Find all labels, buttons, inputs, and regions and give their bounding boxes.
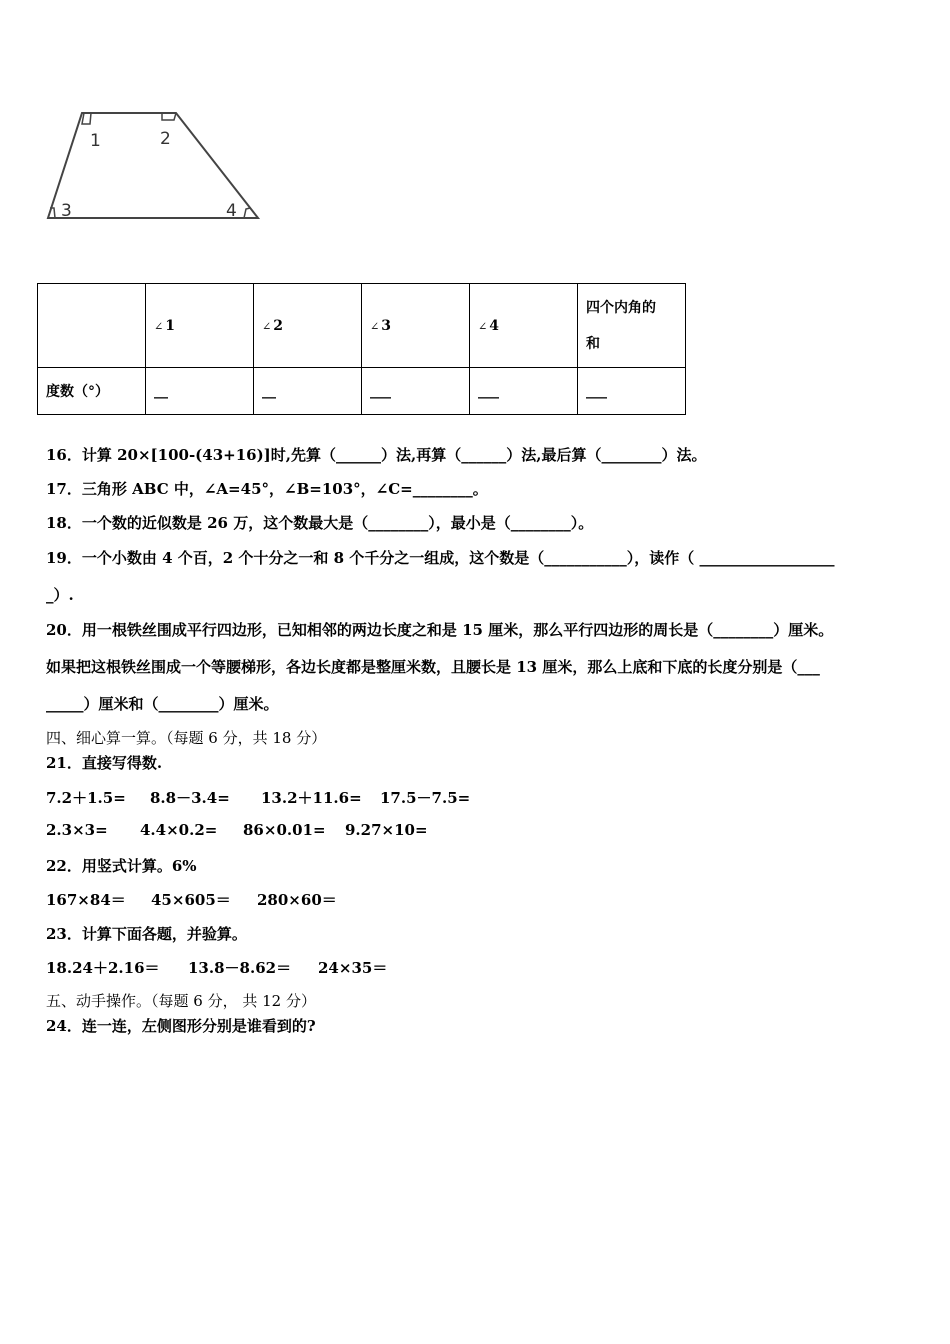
question-23-title: 23．计算下面各题，并验算。 — [46, 925, 247, 943]
trapezoid-diagram — [44, 104, 266, 228]
header-angle-4: ∠ 4 — [470, 284, 578, 368]
blank-angle-3[interactable]: ___ — [362, 368, 470, 415]
question-20-line3: _____）厘米和（________）厘米。 — [46, 695, 279, 713]
row-label-degrees: 度数（°） — [38, 368, 146, 415]
section-4-title: 四、细心算一算。（每题 6 分，共 18 分） — [46, 729, 327, 747]
question-24-title: 24．连一连，左侧图形分别是谁看到的? — [46, 1017, 316, 1035]
trapezoid-figure — [44, 104, 266, 228]
q21-item-1: 7.2＋1.5= — [46, 789, 126, 807]
q21-item-6: 4.4×0.2= — [140, 821, 218, 839]
q21-item-7: 86×0.01= — [243, 821, 326, 839]
header-angle-sum: 四个内角的 和 — [578, 284, 686, 368]
blank-angle-4[interactable]: ___ — [470, 368, 578, 415]
q22-item-1: 167×84＝ — [46, 891, 126, 909]
q22-item-2: 45×605＝ — [151, 891, 231, 909]
q21-item-3: 13.2＋11.6= — [261, 789, 362, 807]
angle-mark-2 — [162, 113, 176, 120]
q21-item-8: 9.27×10= — [345, 821, 428, 839]
q23-item-2: 13.8－8.62＝ — [188, 959, 292, 977]
blank-angle-1[interactable]: __ — [146, 368, 254, 415]
header-angle-1: ∠ 1 — [146, 284, 254, 368]
header-angle-3: ∠ 3 — [362, 284, 470, 368]
q21-item-2: 8.8－3.4= — [150, 789, 230, 807]
question-21-title: 21．直接写得数. — [46, 754, 163, 772]
question-20-line2: 如果把这根铁丝围成一个等腰梯形，各边长度都是整厘米数，且腰长是 13 厘米，那么上底和下底的长度分别是（___ — [46, 658, 820, 676]
question-16: 16．计算 20×[100-(43+16)]时,先算（______）法,再算（______）法,最后算（________）法。 — [46, 446, 707, 464]
angles-table — [37, 283, 686, 415]
table-degree-row — [38, 368, 686, 415]
angle-label-2: 2 — [160, 129, 171, 149]
question-17: 17．三角形 ABC 中，∠A=45°，∠B=103°，∠C=________。 — [46, 480, 488, 498]
blank-angle-2[interactable]: __ — [254, 368, 362, 415]
blank-angle-sum[interactable]: ___ — [578, 368, 686, 415]
question-18: 18．一个数的近似数是 26 万，这个数最大是（________），最小是（________）。 — [46, 514, 594, 532]
angle-label-1: 1 — [90, 131, 101, 151]
q21-item-4: 17.5－7.5= — [380, 789, 471, 807]
angle-mark-1 — [82, 113, 91, 124]
angle-label-3: 3 — [61, 201, 72, 221]
table-corner-cell — [38, 284, 146, 368]
section-5-title: 五、动手操作。（每题 6 分， 共 12 分） — [46, 992, 316, 1010]
question-19-line1: 19．一个小数由 4 个百，2 个十分之一和 8 个千分之一组成，这个数是（___________），读作（ __________________ — [46, 549, 835, 567]
angle-label-4: 4 — [226, 201, 237, 221]
question-19-line2: _）. — [46, 586, 74, 604]
angle-mark-4 — [244, 208, 250, 218]
q21-item-5: 2.3×3= — [46, 821, 108, 839]
question-20-line1: 20．用一根铁丝围成平行四边形，已知相邻的两边长度之和是 15 厘米，那么平行四边形的周长是（________）厘米。 — [46, 621, 834, 639]
question-22-title: 22．用竖式计算。6% — [46, 857, 197, 875]
q23-item-3: 24×35＝ — [318, 959, 388, 977]
q23-item-1: 18.24＋2.16＝ — [46, 959, 160, 977]
table-header-row — [38, 284, 686, 368]
q22-item-3: 280×60＝ — [257, 891, 337, 909]
header-angle-2: ∠ 2 — [254, 284, 362, 368]
